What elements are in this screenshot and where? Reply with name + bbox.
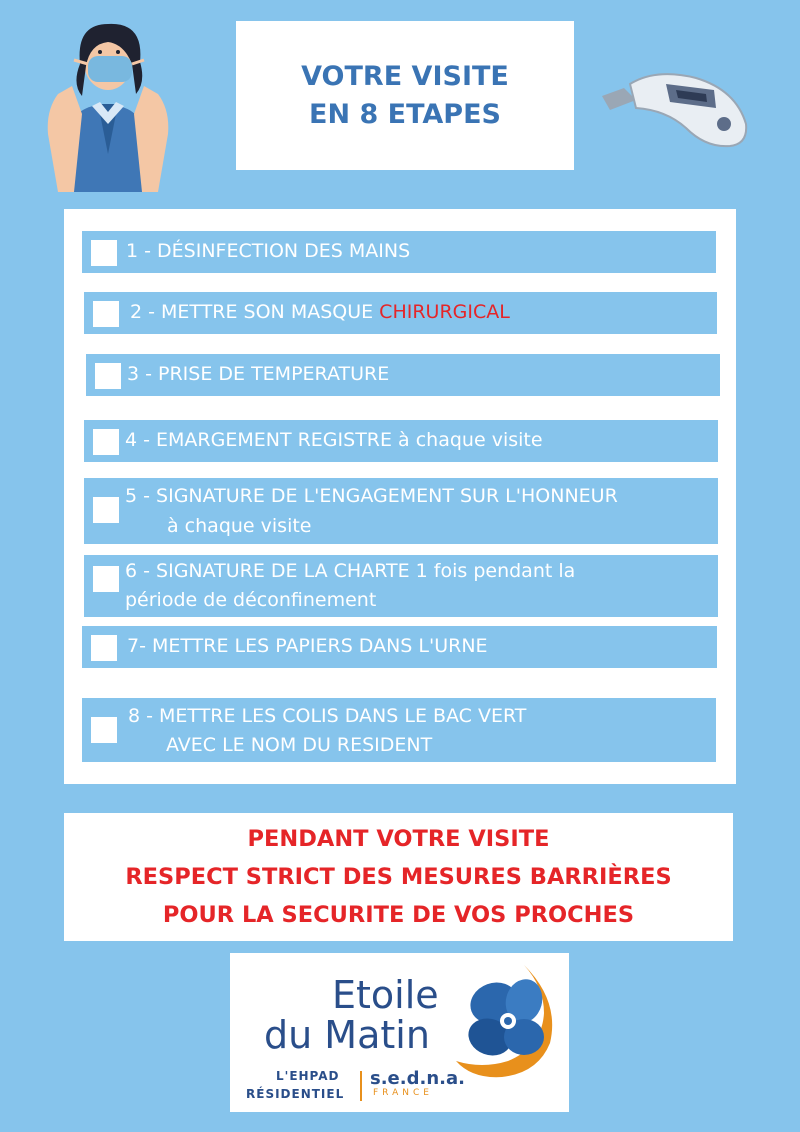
step-8-text: 8 - METTRE LES COLIS DANS LE BAC VERT	[128, 705, 527, 727]
step-5-text: 5 - SIGNATURE DE L'ENGAGEMENT SUR L'HONNEUR	[125, 485, 618, 507]
nurse-mask-illustration	[28, 14, 188, 192]
step-5-text-line-2: à chaque visite	[167, 515, 312, 537]
step-1	[82, 231, 716, 273]
title-line-1: VOTRE VISITE	[301, 60, 509, 92]
title-box	[236, 21, 574, 170]
step-7-text: 7- METTRE LES PAPIERS DANS L'URNE	[127, 635, 488, 657]
logo-name-line-1: Etoile	[332, 973, 439, 1017]
flower-logo-icon	[452, 961, 564, 1079]
title-line-2: EN 8 ETAPES	[309, 98, 501, 130]
step-2-checkbox[interactable]	[93, 301, 119, 327]
logo-separator	[360, 1071, 362, 1101]
step-3-text: 3 - PRISE DE TEMPERATURE	[127, 363, 390, 385]
warning-line-1: PENDANT VOTRE VISITE	[247, 826, 550, 852]
step-1-text: 1 - DÉSINFECTION DES MAINS	[126, 240, 411, 262]
step-8-text-line-2: AVEC LE NOM DU RESIDENT	[166, 734, 433, 756]
step-5	[84, 478, 718, 544]
logo-tag-1: L'EHPAD	[276, 1069, 340, 1083]
step-2-text: 2 - METTRE SON MASQUE	[130, 301, 380, 323]
logo-brand: s.e.d.n.a.	[370, 1068, 465, 1089]
warning-box	[64, 813, 733, 941]
step-1-checkbox[interactable]	[91, 240, 117, 266]
step-6-text-line-2: période de déconfinement	[125, 589, 377, 611]
step-6	[84, 555, 718, 617]
step-3	[86, 354, 720, 396]
logo-name-line-2: du Matin	[264, 1013, 430, 1057]
warning-line-3: POUR LA SECURITE DE VOS PROCHES	[162, 902, 635, 928]
step-6-checkbox[interactable]	[93, 566, 119, 592]
step-7-checkbox[interactable]	[91, 635, 117, 661]
logo-box	[230, 953, 569, 1112]
logo-country: FRANCE	[373, 1088, 433, 1098]
step-2-highlight: CHIRURGICAL	[379, 301, 510, 323]
logo-tag-2: RÉSIDENTIEL	[246, 1087, 345, 1101]
step-7	[82, 626, 717, 668]
step-5-checkbox[interactable]	[93, 497, 119, 523]
warning-line-2: RESPECT STRICT DES MESURES BARRIÈRES	[125, 864, 672, 890]
step-6-text: 6 - SIGNATURE DE LA CHARTE 1 fois pendant la	[125, 560, 576, 582]
step-2	[84, 292, 717, 334]
step-4-text: 4 - EMARGEMENT REGISTRE à chaque visite	[125, 429, 543, 451]
thermometer-illustration	[596, 66, 748, 152]
step-3-checkbox[interactable]	[95, 363, 121, 389]
step-4	[84, 420, 718, 462]
step-8	[82, 698, 716, 762]
step-8-checkbox[interactable]	[91, 717, 117, 743]
steps-panel	[64, 209, 736, 784]
step-4-checkbox[interactable]	[93, 429, 119, 455]
